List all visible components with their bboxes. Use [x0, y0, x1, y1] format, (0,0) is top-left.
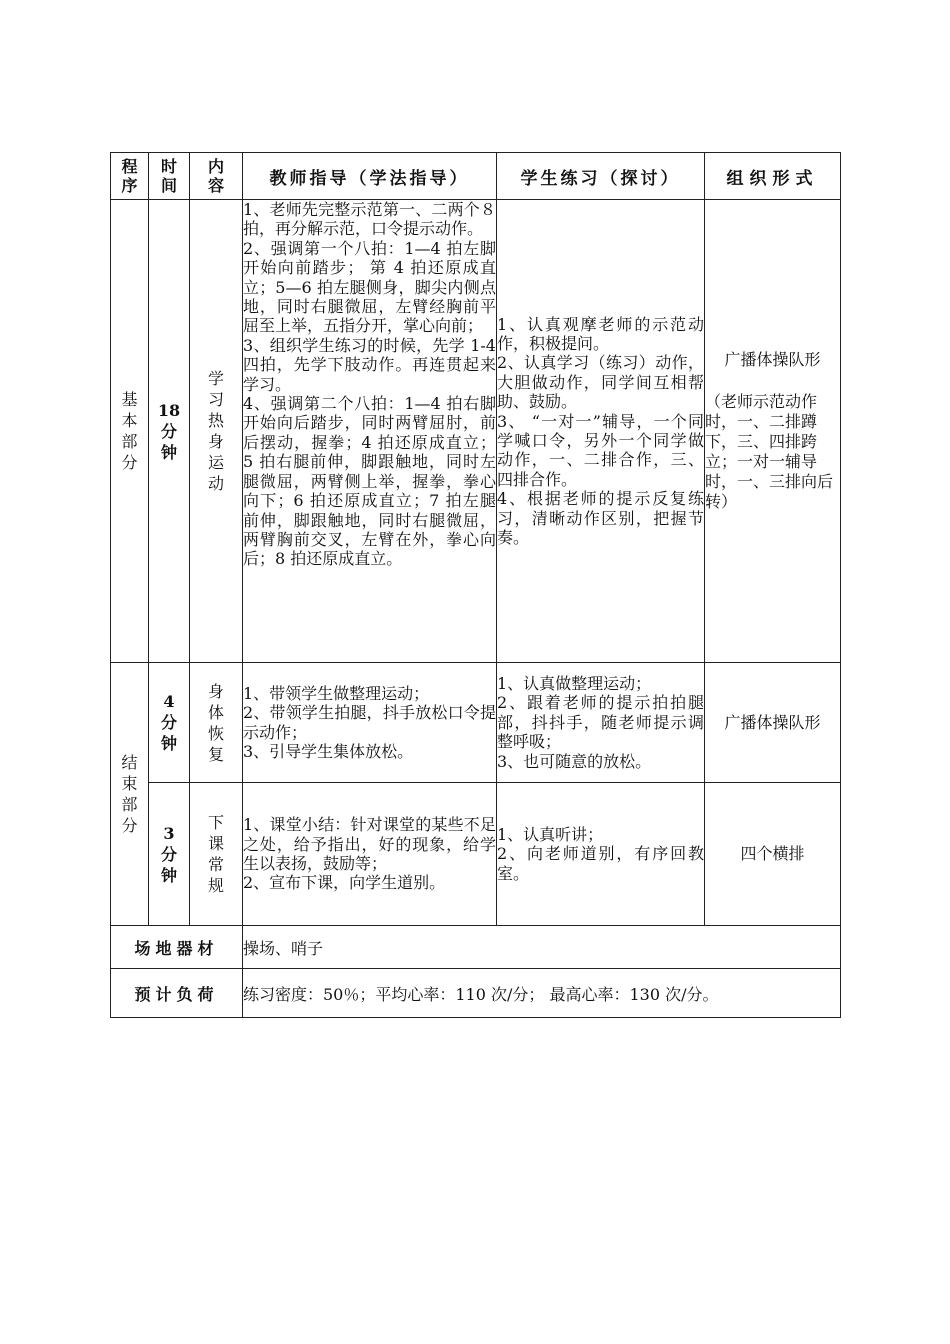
teacher-recovery: 1、带领学生做整理运动； 2、带领学生拍腿，抖手放松口令提示动作； 3、引导学生集体放松。: [243, 663, 497, 783]
header-time-label: 时间: [160, 157, 177, 195]
time-recovery: [149, 663, 190, 783]
org-basic-note: （老师示范动作时，一、二排蹲下，三、四排跨立；一对一辅导时，一、三排向后转）: [705, 392, 834, 511]
content-dismissal-label: 下课常规: [207, 813, 224, 895]
org-recovery: 广播体操队形: [705, 663, 841, 783]
content-basic-label: 学习热身运动: [207, 369, 224, 493]
phase-basic-label: 基本部分: [121, 390, 138, 472]
content-recovery-label: 身体恢复: [207, 681, 224, 764]
time-basic-number: 18: [157, 400, 181, 420]
row-end-dismissal: [111, 783, 841, 926]
time-recovery-unit: 分钟: [160, 713, 177, 753]
student-recovery: 1、认真做整理运动； 2、跟着老师的提示拍拍腿部，抖抖手，随老师提示调整呼吸； 3、也可随意的放松。: [497, 663, 705, 783]
header-teacher: 教师指导（学法指导）: [243, 153, 497, 200]
row-end-recovery: [111, 663, 841, 783]
org-dismissal: 四个横排: [705, 783, 841, 926]
time-dismissal-unit: 分钟: [160, 844, 177, 885]
lesson-plan-table: [110, 152, 841, 1018]
content-dismissal: [190, 783, 243, 926]
header-phase: [111, 153, 149, 200]
phase-end: [111, 663, 149, 926]
student-basic: 1、认真观摩老师的示范动作，积极提问。 2、认真学习（练习）动作，大胆做动作，同学间互相帮助、鼓励。 3、 “一对一”辅导，一个同学喊口令，另外一个同学做动作，一、二排合作，三、四排合作。 4、根据老师的提示反复练习，清晰动作区别，把握节奏。: [497, 200, 705, 663]
org-basic-title: 广播体操队形: [724, 350, 821, 369]
row-venue: [111, 926, 841, 969]
header-time: [149, 153, 190, 200]
load-label: 预计负荷: [111, 969, 243, 1018]
header-content-label: 内容: [207, 157, 224, 195]
venue-label: 场地器材: [111, 926, 243, 969]
teacher-basic: 1、老师先完整示范第一、二两个８拍，再分解示范，口令提示动作。 2、强调第一个八拍：1—4 拍左脚开始向前踏步； 第 4 拍还原成直立；5—6 拍左腿侧身，脚尖内侧点地，同时右腿微屈，左臂经胸前平屈至上举，五指分开，掌心向前； 3、组织学生练习的时候，先学 1-4 四拍，先学下肢动作。再连贯起来学习。 4、强调第二个八拍：1—4 拍右脚开始向后踏步，同时两臂屈肘，前后摆动，握拳；4 拍还原成直立； 5 拍右腿前伸，脚跟触地，同时左腿微屈，两臂侧上举，握拳，拳心向下；6 拍还原成直立；7 拍左腿前伸，脚跟触地，同时右腿微屈，两臂胸前交叉，左臂在外，拳心向后；8 拍还原成直立。: [243, 200, 497, 663]
header-student: 学生练习（探讨）: [497, 153, 705, 200]
time-basic: [149, 200, 190, 663]
header-row: [111, 153, 841, 200]
content-recovery: [190, 663, 243, 783]
header-content: [190, 153, 243, 200]
content-basic: [190, 200, 243, 663]
time-dismissal-number: 3: [163, 823, 175, 843]
venue-value: 操场、哨子: [243, 926, 841, 969]
header-phase-label: 程序: [121, 157, 138, 195]
row-load: [111, 969, 841, 1018]
time-dismissal: [149, 783, 190, 926]
org-basic: [705, 200, 841, 663]
teacher-dismissal: 1、课堂小结：针对课堂的某些不足之处，给予指出，好的现象，给学生以表扬，鼓励等； 2、宣布下课，向学生道别。: [243, 783, 497, 926]
row-basic: [111, 200, 841, 663]
phase-basic: [111, 200, 149, 663]
time-basic-unit: 分钟: [160, 421, 177, 462]
time-recovery-number: 4: [163, 692, 175, 711]
header-organization: 组织形式: [705, 153, 841, 200]
load-value: 练习密度：50％；平均心率：110 次/分； 最高心率：130 次/分。: [243, 969, 841, 1018]
student-dismissal: 1、认真听讲； 2、向老师道别，有序回教室。: [497, 783, 705, 926]
phase-end-label: 结束部分: [121, 753, 138, 835]
